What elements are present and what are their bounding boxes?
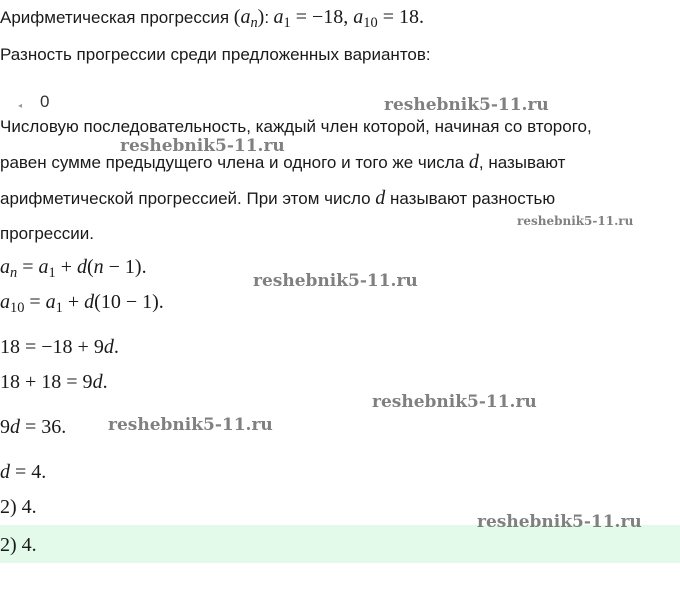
- watermark: reshebnik5-11.ru: [477, 512, 642, 532]
- definition-line-1: Числовую последовательность, каждый член которой, начиная со второго,: [0, 117, 592, 136]
- watermark: reshebnik5-11.ru: [108, 415, 273, 435]
- definition-line-3: арифметической прогрессией. При этом число d называют разностью: [0, 187, 556, 209]
- formula-step-2: 18 + 18 = 9d.: [0, 371, 108, 393]
- formula-step-1: 18 = −18 + 9d.: [0, 336, 119, 358]
- radio-icon[interactable]: ◂: [18, 101, 23, 110]
- final-answer: 2) 4.: [0, 534, 37, 556]
- given-values: $a_1 = -18$, $a_{10} = 18$.: [273, 6, 424, 32]
- problem-statement: Арифметическая прогрессия $(a_n)$: $a_1 = -18$, $a_{10} = 18$.: [0, 6, 424, 32]
- definition-line-4: прогрессии.: [0, 224, 94, 243]
- watermark: reshebnik5-11.ru: [384, 95, 549, 115]
- watermark: reshebnik5-11.ru: [372, 392, 537, 412]
- formula-result: d = 4.: [0, 461, 47, 483]
- option-partial: 0: [40, 92, 50, 111]
- question-text: Разность прогрессии среди предложенных вариантов:: [0, 45, 431, 64]
- watermark: reshebnik5-11.ru: [120, 136, 285, 156]
- formula-general-term: $a_n = a_1 + d(n - 1)$.: [0, 256, 147, 282]
- formula-step-3: 9d = 36.: [0, 416, 67, 438]
- watermark: reshebnik5-11.ru: [253, 271, 418, 291]
- answer-text: 2) 4.: [0, 496, 37, 518]
- formula-tenth-term: $a_{10} = a_1 + d(10 - 1)$.: [0, 291, 164, 317]
- watermark: reshebnik5-11.ru: [517, 214, 634, 228]
- sequence-notation: $(a_n)$: [233, 6, 265, 32]
- definition-line-2: равен сумме предыдущего члена и одного и того же числа d, называют: [0, 151, 566, 173]
- problem-intro: Арифметическая прогрессия: [0, 8, 234, 27]
